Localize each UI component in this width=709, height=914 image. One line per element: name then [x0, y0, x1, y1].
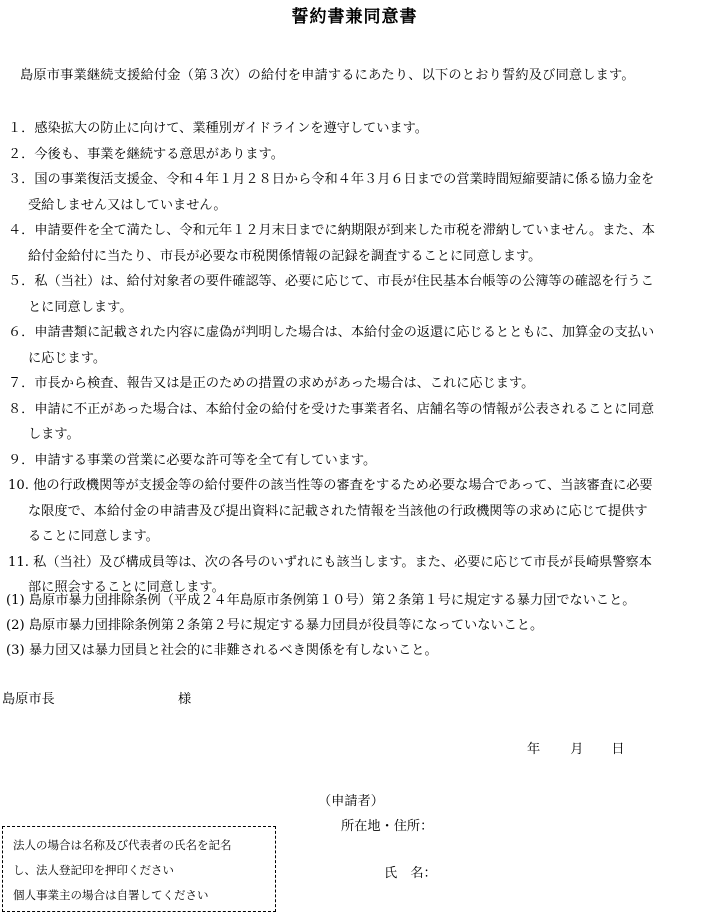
pledge-item-line: 受給しません又はしていません。	[28, 197, 227, 213]
addressee-honorific: 様	[178, 692, 192, 707]
sub-item: (1) 島原市暴力団排除条例（平成２４年島原市条例第１０号）第２条第１号に規定する暴力団でないこと。	[6, 593, 636, 608]
pledge-item-line: ７．市長から検査、報告又は是正のための措置の求めがあった場合は、これに応じます。	[8, 376, 535, 391]
pledge-item	[0, 269, 709, 320]
pledge-item-line: １．感染拡大の防止に向けて、業種別ガイドラインを遵守しています。	[8, 121, 428, 136]
note-line: し、法人登記印を押印ください	[13, 863, 174, 877]
intro-paragraph: 島原市事業継続支援給付金（第３次）の給付を申請するにあたり、以下のとおり誓約及び同意します。	[20, 68, 635, 83]
document-title: 誓約書兼同意書	[291, 7, 418, 27]
sub-item: (3) 暴力団又は暴力団員と社会的に非難されるべき関係を有しないこと。	[6, 643, 438, 658]
pledge-item-line: ることに同意します。	[28, 529, 159, 544]
date-line	[527, 738, 625, 757]
pledge-item	[0, 371, 709, 397]
pledge-item-line: 10. 他の行政機関等が支援金等の給付要件の該当性等の審査をするため必要な場合であって、当該審査に必要	[8, 478, 653, 493]
pledge-list	[0, 116, 709, 601]
pledge-item-line: ５．私（当社）は、給付対象者の要件確認等、必要に応じて、市長が住民基本台帳等の公簿等の確認を行うこ	[8, 274, 654, 289]
pledge-item-line: な限度で、本給付金の申請書及び提出資料に記載された情報を当該他の行政機関等の求めに応じて提供す	[28, 503, 648, 519]
pledge-item-line: します。	[28, 427, 80, 442]
pledge-item	[0, 448, 709, 474]
date-year-label: 年	[527, 742, 541, 757]
pledge-item-line: ８．申請に不正があった場合は、本給付金の給付を受けた事業者名、店舗名等の情報が公表されることに同意	[8, 401, 655, 417]
addressee	[2, 688, 192, 707]
note-line: 個人事業主の場合は自署してください	[13, 888, 209, 902]
pledge-item	[0, 473, 709, 550]
signature-note-box	[2, 826, 276, 912]
pledge-item-line: ９．申請する事業の営業に必要な許可等を全て有しています。	[8, 452, 377, 468]
name-label: 氏 名：	[384, 866, 437, 881]
pledge-item-line: ４．申請要件を全て満たし、令和元年１２月末日までに納期限が到来した市税を滞納していません。また、本	[8, 223, 655, 238]
pledge-item	[0, 167, 709, 218]
date-day-label: 日	[611, 742, 625, 757]
sub-item-list	[0, 588, 709, 663]
pledge-item	[0, 397, 709, 448]
pledge-item	[0, 320, 709, 371]
pledge-item-line: 部に照会することに同意します。	[28, 580, 225, 595]
sub-item: (2) 島原市暴力団排除条例第２条第２号に規定する暴力団員が役員等になっていないこと。	[6, 618, 544, 633]
addressee-label: 島原市長	[2, 692, 55, 707]
pledge-item-line: とに同意します。	[28, 299, 133, 315]
pledge-item-line: ３．国の事業復活支援金、令和４年１月２８日から令和４年３月６日までの営業時間短縮要請に係る協力金を	[8, 172, 655, 187]
pledge-item-line: 給付金給付に当たり、市長が必要な市税関係情報の記録を調査することに同意します。	[28, 248, 542, 264]
pledge-item	[0, 116, 709, 142]
pledge-item-line: ６．申請書類に記載された内容に虚偽が判明した場合は、本給付金の返還に応じるとともに、加算金の支払い	[8, 325, 655, 340]
pledge-item-line: に応じます。	[28, 350, 107, 366]
pledge-item-line: ２．今後も、事業を継続する意思があります。	[8, 146, 284, 162]
pledge-item-line: 11. 私（当社）及び構成員等は、次の各号のいずれにも該当します。また、必要に応じて市長が長崎県警察本	[8, 554, 652, 570]
address-label: 所在地・住所：	[341, 819, 434, 834]
pledge-item	[0, 142, 709, 168]
note-line: 法人の場合は名称及び代表者の氏名を記名	[13, 838, 232, 852]
applicant-label: （申請者）	[318, 794, 384, 809]
pledge-item	[0, 218, 709, 269]
date-month-label: 月	[570, 742, 584, 757]
